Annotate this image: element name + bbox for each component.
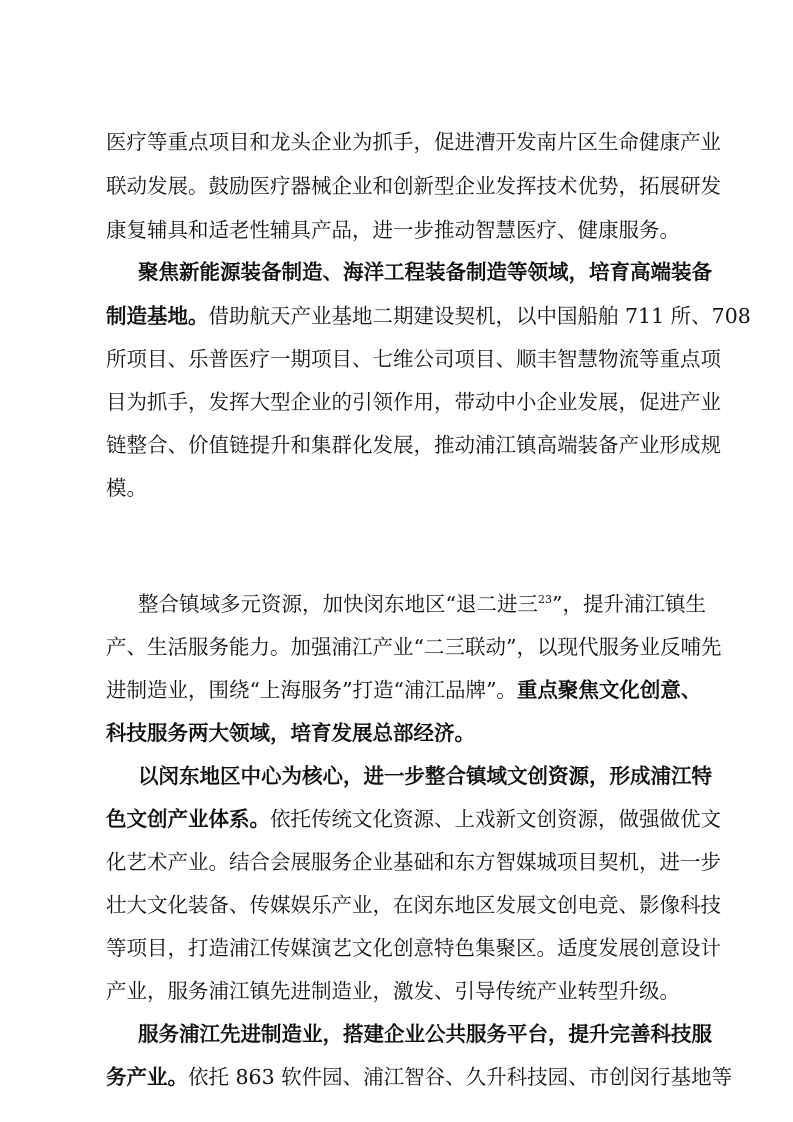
paragraph-5-text: 依托 863 软件园、浦江智谷、久升科技园、市创闵行基地等 xyxy=(188,1065,733,1089)
paragraph-2-text: 借助航天产业基地二期建设契机，以中国船舶 711 所、708 xyxy=(208,304,751,328)
paragraph-3-line-3 xyxy=(106,676,702,704)
paragraph-3-bold-a: 重点聚焦文化创意、 xyxy=(516,678,702,702)
paragraph-3-text-a: 整合镇域多元资源，加快闵东地区“退二进三 xyxy=(138,592,538,616)
paragraph-4-line-1: 以闵东地区中心为核心，进一步整合镇域文创资源，形成浦江特 xyxy=(138,764,712,788)
paragraph-4-text: 依托传统文化资源、上戏新文创资源，做强做优文 xyxy=(270,807,721,831)
paragraph-1-line-2: 联动发展。鼓励医疗器械企业和创新型企业发挥技术优势，拓展研发 xyxy=(106,174,721,198)
paragraph-2-line-6: 模。 xyxy=(106,476,147,500)
paragraph-4-line-3: 化艺术产业。结合会展服务企业基础和东方智媒城项目契机，进一步 xyxy=(106,850,721,874)
paragraph-2-line-2 xyxy=(106,302,751,330)
paragraph-2-line-5: 链整合、价值链提升和集群化发展，推动浦江镇高端装备产业形成规 xyxy=(106,433,721,457)
paragraph-2-line-3: 所项目、乐普医疗一期项目、七维公司项目、顺丰智慧物流等重点项 xyxy=(106,347,721,371)
paragraph-1-line-3: 康复辅具和适老性辅具产品，进一步推动智慧医疗、健康服务。 xyxy=(106,218,680,242)
paragraph-5-line-1: 服务浦江先进制造业，搭建企业公共服务平台，提升完善科技服 xyxy=(138,1022,712,1046)
paragraph-3-line-4: 科技服务两大领域，培育发展总部经济。 xyxy=(106,721,475,745)
paragraph-3-line-2: 产、生活服务能力。加强浦江产业“二三联动”，以现代服务业反哺先 xyxy=(106,635,722,659)
paragraph-4-lead: 色文创产业体系。 xyxy=(106,807,270,831)
paragraph-2-lead: 制造基地。 xyxy=(106,304,209,328)
paragraph-5-lead: 务产业。 xyxy=(106,1065,188,1089)
paragraph-2-line-1: 聚焦新能源装备制造、海洋工程装备制造等领域，培育高端装备 xyxy=(138,260,712,284)
paragraph-4-line-4: 壮大文化装备、传媒娱乐产业，在闵东地区发展文创电竞、影像科技 xyxy=(106,893,721,917)
paragraph-3-text-c: 进制造业，围绕“上海服务”打造“浦江品牌”。 xyxy=(106,678,517,702)
paragraph-2-line-4: 目为抓手，发挥大型企业的引领作用，带动中小企业发展，促进产业 xyxy=(106,390,721,414)
paragraph-4-line-5: 等项目，打造浦江传媒演艺文化创意特色集聚区。适度发展创意设计 xyxy=(106,936,721,960)
paragraph-3-line-1 xyxy=(138,590,706,618)
paragraph-3-text-b: ”，提升浦江镇生 xyxy=(551,592,706,616)
paragraph-1-line-1: 医疗等重点项目和龙头企业为抓手，促进漕开发南片区生命健康产业 xyxy=(106,130,721,154)
paragraph-4-line-2 xyxy=(106,805,721,833)
paragraph-5-line-2 xyxy=(106,1063,733,1091)
footnote-ref: 23 xyxy=(537,593,552,606)
paragraph-4-line-6: 产业，服务浦江镇先进制造业，激发、引导传统产业转型升级。 xyxy=(106,979,680,1003)
